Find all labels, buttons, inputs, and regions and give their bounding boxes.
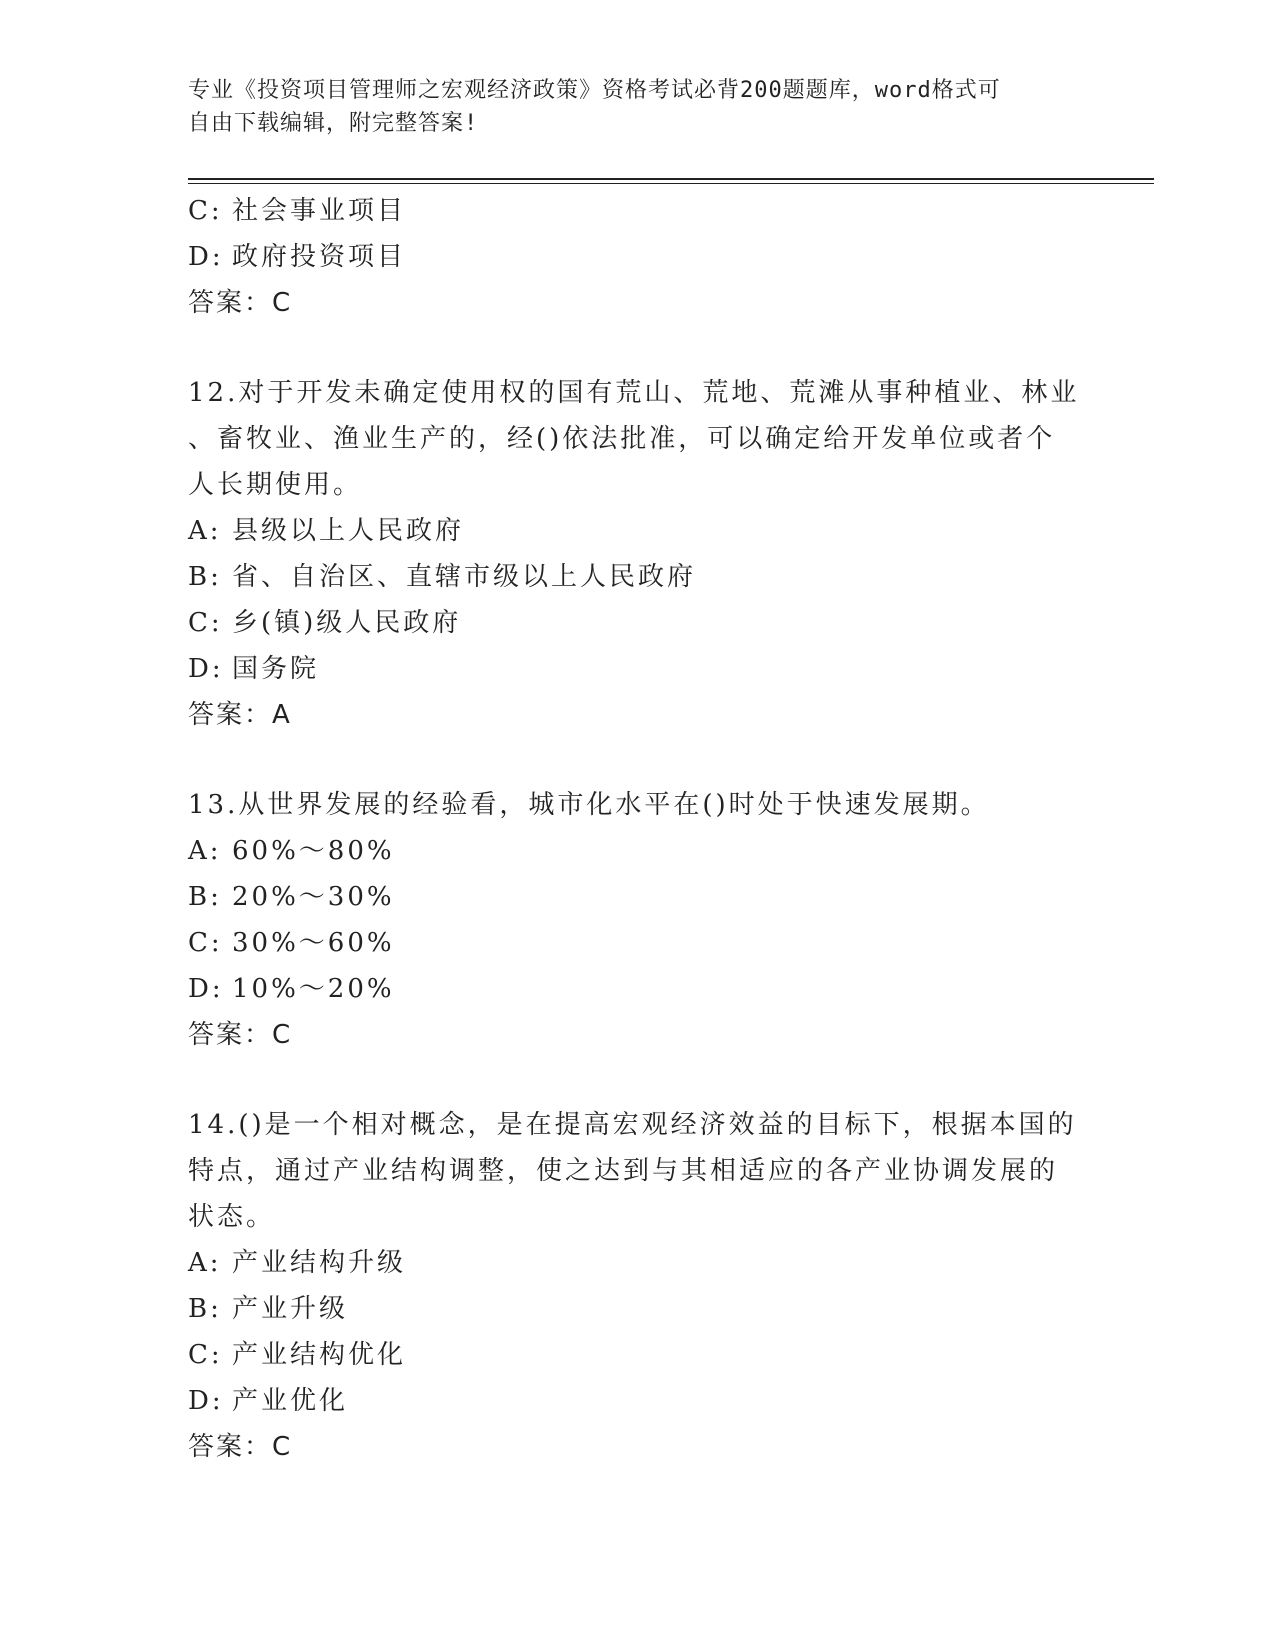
option-label: C: (188, 608, 223, 638)
answer-line: 答案：A (188, 700, 292, 730)
option-c (188, 920, 1088, 966)
spacer (188, 1058, 1088, 1102)
option-text: 产业优化 (232, 1386, 349, 1416)
option-text: 产业结构升级 (232, 1248, 407, 1278)
option-a (188, 828, 1088, 874)
option-b (188, 554, 1088, 600)
answer-line: 答案：C (188, 1432, 293, 1462)
question-stem-line: 13.从世界发展的经验看，城市化水平在()时处于快速发展期。 (188, 790, 990, 820)
option-label: A: (188, 516, 222, 546)
question-stem-line: 状态。 (188, 1202, 276, 1232)
option-label: C: (188, 1340, 223, 1370)
option-label: B: (188, 882, 222, 912)
option-text: 乡(镇)级人民政府 (232, 608, 462, 638)
header-title-line-2: 自由下载编辑，附完整答案! (188, 111, 479, 136)
option-label: A: (188, 1248, 222, 1278)
option-d (188, 646, 1088, 692)
header-divider-thin (188, 183, 1154, 184)
question-content (188, 188, 1088, 1470)
option-label: D: (188, 974, 224, 1004)
option-text: 政府投资项目 (232, 242, 407, 272)
question-11-tail (188, 188, 1088, 326)
option-label: D: (188, 242, 224, 272)
question-stem-line: 14.()是一个相对概念，是在提高宏观经济效益的目标下，根据本国的 (188, 1110, 1077, 1140)
option-b (188, 874, 1088, 920)
option-d (188, 966, 1088, 1012)
option-text: 60%～80% (232, 836, 395, 866)
option-label: A: (188, 836, 222, 866)
option-a (188, 1240, 1088, 1286)
option-d (188, 1378, 1088, 1424)
spacer (188, 326, 1088, 370)
header-divider-thick (188, 178, 1154, 180)
option-text: 国务院 (232, 654, 320, 684)
document-header (188, 74, 1088, 140)
option-label: C: (188, 196, 223, 226)
spacer (188, 738, 1088, 782)
option-label: D: (188, 1386, 224, 1416)
option-text: 产业结构优化 (232, 1340, 407, 1370)
option-text: 产业升级 (232, 1294, 349, 1324)
answer-line: 答案：C (188, 1020, 293, 1050)
answer-line: 答案：C (188, 288, 293, 318)
option-text: 30%～60% (232, 928, 395, 958)
question-stem-line: 特点，通过产业结构调整，使之达到与其相适应的各产业协调发展的 (188, 1156, 1059, 1186)
question-stem-line: 人长期使用。 (188, 470, 363, 500)
option-d (188, 234, 1088, 280)
option-b (188, 1286, 1088, 1332)
option-text: 20%～30% (232, 882, 395, 912)
question-stem-line: 12.对于开发未确定使用权的国有荒山、荒地、荒滩从事种植业、林业 (188, 378, 1080, 408)
option-text: 社会事业项目 (232, 196, 407, 226)
option-text: 10%～20% (232, 974, 395, 1004)
question-12 (188, 370, 1088, 738)
option-a (188, 508, 1088, 554)
option-label: D: (188, 654, 224, 684)
option-text: 省、自治区、直辖市级以上人民政府 (232, 562, 697, 592)
option-label: B: (188, 562, 222, 592)
option-text: 县级以上人民政府 (232, 516, 465, 546)
header-title-line-1: 专业《投资项目管理师之宏观经济政策》资格考试必背200题题库，word格式可 (188, 78, 1001, 103)
option-c (188, 600, 1088, 646)
option-c (188, 1332, 1088, 1378)
question-14 (188, 1102, 1088, 1470)
question-stem-line: 、畜牧业、渔业生产的，经()依法批准，可以确定给开发单位或者个 (188, 424, 1056, 454)
option-label: C: (188, 928, 223, 958)
question-13 (188, 782, 1088, 1058)
option-c (188, 188, 1088, 234)
option-label: B: (188, 1294, 222, 1324)
